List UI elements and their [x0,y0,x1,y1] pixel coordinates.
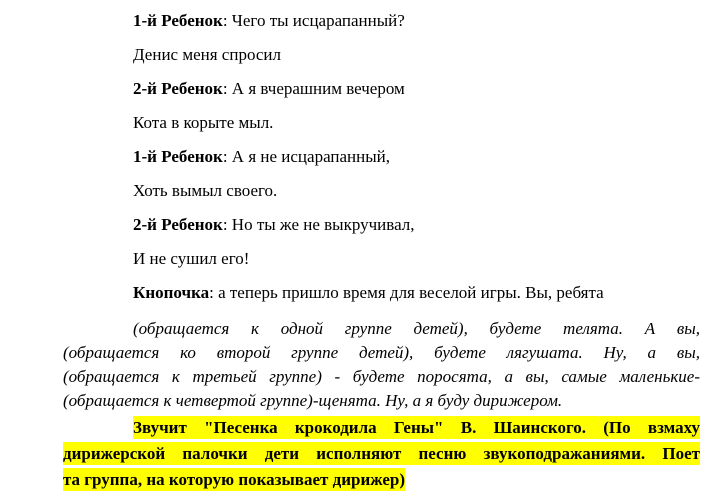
highlight-mark: дирижерской палочки дети исполняют песню звукоподражаниями. Поет [63,444,700,463]
speaker-name: 1-й Ребенок [133,147,223,166]
highlighted-note-line [63,441,700,467]
speaker-name: 2-й Ребенок [133,79,223,98]
dialogue-line: Денис меня спросил [133,45,282,64]
speaker-name: Кнопочка [133,283,210,302]
highlight-mark: та группа, на которую показывает дирижер) [63,470,406,489]
dialogue-line: 2-й Ребенок: А я вчерашним вечером [133,79,405,98]
dialogue-line: Хоть вымыл своего. [133,181,278,200]
stage-direction-line: (обращается к третьей группе) - будете поросята, а вы, самые маленькие- [63,367,700,386]
speaker-name: 2-й Ребенок [133,215,223,234]
stage-direction-line: (обращается ко второй группе детей), будете лягушата. Ну, а вы, [63,343,700,362]
dialogue-line: Кнопочка: а теперь пришло время для веселой игры. Вы, ребята [133,283,604,302]
dialogue-line: Кота в корыте мыл. [133,113,274,132]
dialogue-line: 1-й Ребенок: Чего ты исцарапанный? [133,11,405,30]
highlighted-note-line [63,415,700,441]
dialogue-line: И не сушил его! [133,249,250,268]
stage-direction [63,317,700,413]
highlighted-note-line [63,467,700,493]
dialogue-section [63,11,700,302]
highlight-mark: Звучит "Песенка крокодила Гены" В. Шаинского. (По взмаху [133,418,700,437]
stage-direction-line: (обращается к четвертой группе)-щенята. Ну, а я буду дирижером. [63,391,563,410]
dialogue-line: 1-й Ребенок: А я не исцарапанный, [133,147,391,166]
stage-direction-line: (обращается к одной группе детей), будете телята. А вы, [133,319,700,338]
dialogue-line: 2-й Ребенок: Но ты же не выкручивал, [133,215,415,234]
speaker-name: 1-й Ребенок [133,11,223,30]
highlighted-note [63,415,700,493]
